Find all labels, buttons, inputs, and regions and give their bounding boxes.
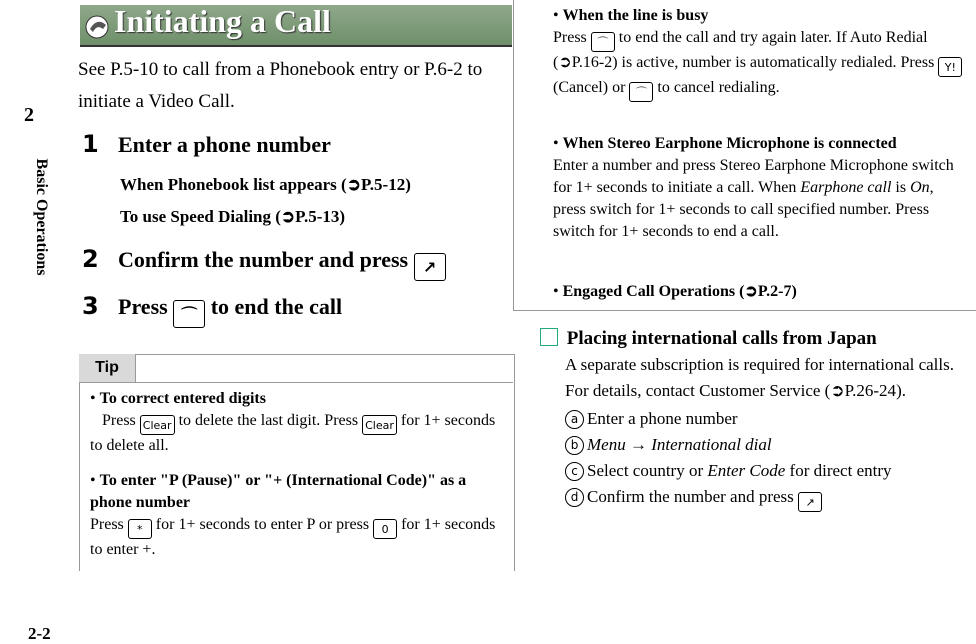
clear-key-icon: Clear xyxy=(362,415,397,435)
note-earphone: • When Stereo Earphone Microphone is connected Enter a number and press Stereo Earphone Microphone switch for 1+ seconds to initiate a call. When Earphone call is On, press switch for 1+ seconds to call specified number. Press switch for 1+ seconds to end a call. xyxy=(553,135,954,240)
note-line-busy: • When the line is busy Press ⌒ to end the call and try again later. If Auto Redial (➲P.16-2) is active, number is automatically redialed. Press Y! (Cancel) or ⌒ to cancel redialing. xyxy=(553,5,966,102)
ref-arrow-icon: ➲ xyxy=(830,381,845,400)
phone-icon xyxy=(84,11,110,39)
page-number: 2-2 xyxy=(28,624,51,643)
ref-arrow-icon: ➲ xyxy=(558,54,572,71)
step-1-sub-phonebook: When Phonebook list appears (➲P.5-12) xyxy=(120,175,411,194)
ref-arrow-icon: ➲ xyxy=(280,207,296,226)
ref-arrow-icon: ➲ xyxy=(346,175,361,194)
yahoo-key-icon: Y! xyxy=(938,57,962,77)
step-3: 3 Press ⌒ to end the call xyxy=(82,292,342,328)
tip-item-correct-digits: • To correct entered digits Press Clear to delete the last digit. Press Clear for 1+ seconds to delete all. xyxy=(90,390,496,454)
chapter-number: 2 xyxy=(0,100,58,130)
step-1: 1 Enter a phone number xyxy=(82,130,331,158)
section-header xyxy=(80,5,512,47)
copy-icon xyxy=(540,328,558,346)
international-body: A separate subscription is required for international calls. For details, contact Customer Service (➲P.26-24). a Enter a phone number b Menu → International dial c Select country or Enter Code for direct entry d Confirm the number and press ↗ xyxy=(565,352,965,512)
star-key-icon: * xyxy=(128,519,152,539)
ref-arrow-icon: ➲ xyxy=(744,283,758,300)
call-key-icon: ↗ xyxy=(798,492,822,512)
step-1-sub-speed-dial: To use Speed Dialing (➲P.5-13) xyxy=(120,207,346,226)
intro-text: See P.5-10 to call from a Phonebook entry or P.6-2 to initiate a Video Call. xyxy=(78,59,483,112)
international-title: Placing international calls from Japan xyxy=(540,328,877,350)
step-2: 2 Confirm the number and press ↗ xyxy=(82,245,446,281)
end-key-icon: ⌒ xyxy=(173,300,205,328)
chapter-title-vertical: Basic Operations xyxy=(33,158,50,276)
end-key-icon: ⌒ xyxy=(591,32,615,52)
end-key-icon: ⌒ xyxy=(629,82,653,102)
call-key-icon: ↗ xyxy=(414,253,446,281)
zero-key-icon: 0 xyxy=(373,519,397,539)
tip-divider xyxy=(79,382,513,383)
clear-key-icon: Clear xyxy=(140,415,175,435)
tip-label: Tip xyxy=(79,354,136,383)
section-title: Initiating a Call xyxy=(114,3,331,39)
note-engaged: • Engaged Call Operations (➲P.2-7) xyxy=(553,283,797,300)
tip-item-pause-intl: • To enter "P (Pause)" or "+ (International Code)" as a phone number Press * for 1+ seconds to enter P or press 0 for 1+ seconds to enter +. xyxy=(90,472,496,558)
